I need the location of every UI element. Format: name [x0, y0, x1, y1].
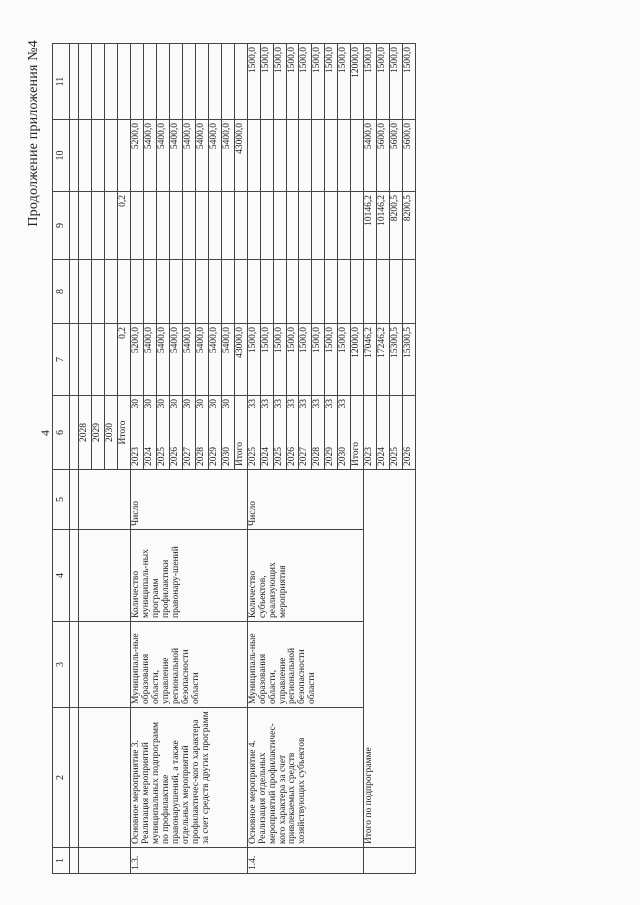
indicator-value: 33 — [312, 399, 323, 409]
continued-name-cell — [79, 708, 131, 848]
year-cell — [312, 396, 325, 470]
indicator-value: 33 — [286, 399, 297, 409]
year-cell — [156, 396, 169, 470]
regional-budget-cell — [169, 192, 182, 260]
year-value: 2024 — [143, 447, 154, 466]
other-sources-cell — [91, 44, 104, 120]
year-cell — [286, 396, 299, 470]
year-cell — [130, 396, 143, 470]
other-sources-cell — [182, 44, 195, 120]
column-number-3: 3 — [53, 622, 70, 708]
indicator-value: 33 — [338, 399, 349, 409]
local-budget-cell — [299, 120, 312, 192]
regional-budget-cell: 10146,2 — [377, 192, 390, 260]
spacer-cell — [70, 44, 79, 120]
column-number-8: 8 — [53, 260, 70, 324]
spacer-cell — [70, 530, 79, 622]
regional-budget-cell: 8200,5 — [403, 192, 416, 260]
regional-budget-cell — [260, 192, 273, 260]
total-amount-cell: 12000,0 — [351, 324, 364, 396]
federal-budget-cell — [104, 260, 117, 324]
local-budget-cell: 5600,0 — [377, 120, 390, 192]
regional-budget-cell — [195, 192, 208, 260]
other-sources-cell: 12000,0 — [351, 44, 364, 120]
federal-budget-cell — [143, 260, 156, 324]
other-sources-cell: 1500,0 — [338, 44, 351, 120]
continued-exec-cell — [79, 622, 131, 708]
spacer-cell — [70, 396, 79, 470]
regional-budget-cell — [130, 192, 143, 260]
year-value: 2025 — [247, 447, 258, 466]
regional-budget-cell — [273, 192, 286, 260]
continued-number-cell — [79, 848, 131, 874]
regional-budget-cell — [234, 192, 247, 260]
indicator-value: 33 — [247, 399, 258, 409]
year-value: 2028 — [312, 447, 323, 466]
other-sources-cell: 1500,0 — [390, 44, 403, 120]
total-amount-cell: 17246,2 — [377, 324, 390, 396]
total-amount-cell — [104, 324, 117, 396]
other-sources-cell — [143, 44, 156, 120]
local-budget-cell: 5400,0 — [195, 120, 208, 192]
continued-unit-cell — [79, 470, 131, 530]
column-number-2: 2 — [53, 708, 70, 848]
column-number-11: 11 — [53, 44, 70, 120]
total-amount-cell: 1500,0 — [260, 324, 273, 396]
federal-budget-cell — [182, 260, 195, 324]
federal-budget-cell — [169, 260, 182, 324]
regional-budget-cell — [338, 192, 351, 260]
year-cell — [169, 396, 182, 470]
local-budget-cell — [351, 120, 364, 192]
total-amount-cell: 15300,5 — [390, 324, 403, 396]
year-value: Итого — [234, 441, 245, 466]
spacer-cell — [70, 192, 79, 260]
spacer-row — [70, 44, 79, 874]
federal-budget-cell — [130, 260, 143, 324]
spacer-cell — [70, 324, 79, 396]
local-budget-cell: 5200,0 — [130, 120, 143, 192]
local-budget-cell: 5600,0 — [390, 120, 403, 192]
federal-budget-cell — [195, 260, 208, 324]
column-number-6: 6 — [53, 396, 70, 470]
total-amount-cell: 5400,0 — [156, 324, 169, 396]
local-budget-cell — [260, 120, 273, 192]
regional-budget-cell — [221, 192, 234, 260]
year-cell: 2028 — [79, 396, 92, 470]
indicator-value: 33 — [260, 399, 271, 409]
year-cell — [208, 396, 221, 470]
federal-budget-cell — [260, 260, 273, 324]
other-sources-cell: 1500,0 — [377, 44, 390, 120]
regional-budget-cell: 8200,5 — [390, 192, 403, 260]
indicator-value: 30 — [156, 399, 167, 409]
year-cell: 2024 — [377, 396, 390, 470]
year-cell — [273, 396, 286, 470]
local-budget-cell — [338, 120, 351, 192]
measure-indicator: Количество муниципаль-ных программ профилактики правонару-шений — [130, 530, 247, 622]
measure-name: Основное мероприятие 3. Реализация мероприятий муниципальных подпрограмм по профилактике правонарушений, а также отдельных мероприятий профилактичес-кого характера за счет средств других программ — [130, 708, 247, 848]
local-budget-cell — [104, 120, 117, 192]
year-cell — [351, 396, 364, 470]
other-sources-cell — [104, 44, 117, 120]
spacer-cell — [70, 848, 79, 874]
local-budget-cell: 5400,0 — [208, 120, 221, 192]
local-budget-cell: 43000,0 — [234, 120, 247, 192]
year-cell — [260, 396, 273, 470]
year-cell: Итого — [117, 396, 130, 470]
other-sources-cell — [169, 44, 182, 120]
total-amount-cell: 1500,0 — [247, 324, 260, 396]
federal-budget-cell — [312, 260, 325, 324]
regional-budget-cell: 10146,2 — [364, 192, 377, 260]
indicator-value: 30 — [221, 399, 232, 409]
year-cell: 2026 — [403, 396, 416, 470]
indicator-value: 30 — [130, 399, 141, 409]
total-amount-cell — [91, 324, 104, 396]
other-sources-cell — [234, 44, 247, 120]
total-amount-cell: 5200,0 — [130, 324, 143, 396]
other-sources-cell — [221, 44, 234, 120]
regional-budget-cell — [247, 192, 260, 260]
column-number-10: 10 — [53, 120, 70, 192]
local-budget-cell — [325, 120, 338, 192]
regional-budget-cell — [325, 192, 338, 260]
column-number-1: 1 — [53, 848, 70, 874]
spacer-cell — [70, 622, 79, 708]
federal-budget-cell — [286, 260, 299, 324]
indicator-value: 30 — [182, 399, 193, 409]
rotated-content — [28, 40, 588, 880]
year-value: 2023 — [130, 447, 141, 466]
regional-budget-cell — [79, 192, 92, 260]
year-value: 2025 — [156, 447, 167, 466]
spacer-cell — [70, 708, 79, 848]
indicator-value: 30 — [143, 399, 154, 409]
year-cell — [221, 396, 234, 470]
year-cell — [299, 396, 312, 470]
other-sources-cell: 1500,0 — [299, 44, 312, 120]
year-value: 2026 — [286, 447, 297, 466]
measure-unit: Число — [130, 470, 247, 530]
total-amount-cell: 17046,2 — [364, 324, 377, 396]
column-number-5: 5 — [53, 470, 70, 530]
column-number-9: 9 — [53, 192, 70, 260]
federal-budget-cell — [156, 260, 169, 324]
total-amount-cell: 1500,0 — [338, 324, 351, 396]
other-sources-cell — [130, 44, 143, 120]
year-cell — [338, 396, 351, 470]
column-number-4: 4 — [53, 530, 70, 622]
measure-indicator: Количество субъектов, реализующих мероприятия — [247, 530, 364, 622]
other-sources-cell: 1500,0 — [312, 44, 325, 120]
year-cell: 2029 — [91, 396, 104, 470]
total-amount-cell: 0,2 — [117, 324, 130, 396]
table-row — [247, 44, 260, 874]
regional-budget-cell — [156, 192, 169, 260]
local-budget-cell: 5400,0 — [143, 120, 156, 192]
federal-budget-cell — [234, 260, 247, 324]
total-amount-cell: 15300,5 — [403, 324, 416, 396]
local-budget-cell: 5400,0 — [182, 120, 195, 192]
appendix-continuation-title: Продолжение приложения №4 — [26, 40, 41, 227]
total-amount-cell: 5400,0 — [169, 324, 182, 396]
indicator-value: 33 — [273, 399, 284, 409]
total-amount-cell: 1500,0 — [325, 324, 338, 396]
other-sources-cell — [156, 44, 169, 120]
regional-budget-cell — [351, 192, 364, 260]
regional-budget-cell — [286, 192, 299, 260]
federal-budget-cell — [325, 260, 338, 324]
other-sources-cell — [117, 44, 130, 120]
subtotal-number-cell — [364, 848, 416, 874]
table-row — [79, 44, 92, 874]
year-value: 2028 — [195, 447, 206, 466]
federal-budget-cell — [273, 260, 286, 324]
local-budget-cell — [312, 120, 325, 192]
other-sources-cell: 1500,0 — [260, 44, 273, 120]
measure-name: Основное мероприятие 4. Реализация отдельных мероприятий профилактичес-кого характера за счет привлекаемых средств хозяйствующих субъектов — [247, 708, 364, 848]
total-amount-cell: 5400,0 — [221, 324, 234, 396]
indicator-value: 30 — [208, 399, 219, 409]
local-budget-cell: 5400,0 — [364, 120, 377, 192]
local-budget-cell — [79, 120, 92, 192]
indicator-value: 30 — [169, 399, 180, 409]
continued-indicator-cell — [79, 530, 131, 622]
federal-budget-cell — [338, 260, 351, 324]
total-amount-cell: 1500,0 — [286, 324, 299, 396]
other-sources-cell — [195, 44, 208, 120]
other-sources-cell: 1500,0 — [247, 44, 260, 120]
year-value: Итого — [351, 441, 362, 466]
spacer-cell — [70, 120, 79, 192]
page-number: 4 — [38, 430, 52, 436]
total-amount-cell: 1500,0 — [312, 324, 325, 396]
local-budget-cell: 5600,0 — [403, 120, 416, 192]
year-value: 2027 — [182, 447, 193, 466]
local-budget-cell: 5400,0 — [169, 120, 182, 192]
table-row — [130, 44, 143, 874]
federal-budget-cell — [79, 260, 92, 324]
year-cell — [325, 396, 338, 470]
year-value: 2029 — [208, 447, 219, 466]
year-value: 2025 — [273, 447, 284, 466]
other-sources-cell: 1500,0 — [286, 44, 299, 120]
year-cell: 2030 — [104, 396, 117, 470]
federal-budget-cell — [221, 260, 234, 324]
federal-budget-cell — [208, 260, 221, 324]
column-number-7: 7 — [53, 324, 70, 396]
year-cell — [234, 396, 247, 470]
local-budget-cell — [286, 120, 299, 192]
federal-budget-cell — [390, 260, 403, 324]
local-budget-cell: 5400,0 — [156, 120, 169, 192]
local-budget-cell — [117, 120, 130, 192]
year-cell: 2023 — [364, 396, 377, 470]
year-value: 2030 — [338, 447, 349, 466]
federal-budget-cell — [377, 260, 390, 324]
regional-budget-cell — [143, 192, 156, 260]
total-amount-cell: 1500,0 — [273, 324, 286, 396]
other-sources-cell: 1500,0 — [364, 44, 377, 120]
local-budget-cell — [91, 120, 104, 192]
federal-budget-cell — [91, 260, 104, 324]
measure-number: 1.3. — [130, 848, 247, 874]
regional-budget-cell: 0,2 — [117, 192, 130, 260]
measure-executor: Муниципаль-ные образования области, управление региональной безопасности области — [247, 622, 364, 708]
year-cell: 2025 — [390, 396, 403, 470]
spacer-cell — [70, 470, 79, 530]
federal-budget-cell — [351, 260, 364, 324]
total-amount-cell: 5400,0 — [182, 324, 195, 396]
total-amount-cell: 5400,0 — [208, 324, 221, 396]
year-value: 2026 — [169, 447, 180, 466]
local-budget-cell — [273, 120, 286, 192]
column-number-row — [53, 44, 70, 874]
subtotal-row — [364, 44, 377, 874]
measure-unit: Число — [247, 470, 364, 530]
other-sources-cell — [208, 44, 221, 120]
local-budget-cell — [247, 120, 260, 192]
regional-budget-cell — [104, 192, 117, 260]
year-value: 2030 — [221, 447, 232, 466]
regional-budget-cell — [299, 192, 312, 260]
federal-budget-cell — [403, 260, 416, 324]
year-value: 2024 — [260, 447, 271, 466]
year-cell — [143, 396, 156, 470]
local-budget-cell: 5400,0 — [221, 120, 234, 192]
total-amount-cell: 5400,0 — [143, 324, 156, 396]
other-sources-cell: 1500,0 — [403, 44, 416, 120]
subtotal-label: Итого по подпрограмме — [364, 470, 416, 848]
total-amount-cell: 43000,0 — [234, 324, 247, 396]
year-value: 2027 — [299, 447, 310, 466]
other-sources-cell: 1500,0 — [273, 44, 286, 120]
measure-number: 1.4. — [247, 848, 364, 874]
indicator-value: 30 — [195, 399, 206, 409]
regional-budget-cell — [312, 192, 325, 260]
federal-budget-cell — [247, 260, 260, 324]
regional-budget-cell — [91, 192, 104, 260]
year-cell — [182, 396, 195, 470]
measure-executor: Муниципаль-ные образования области, управление региональной безопасности области — [130, 622, 247, 708]
spacer-cell — [70, 260, 79, 324]
total-amount-cell: 5400,0 — [195, 324, 208, 396]
indicator-value: 33 — [299, 399, 310, 409]
federal-budget-cell — [299, 260, 312, 324]
year-value: 2029 — [325, 447, 336, 466]
indicator-value: 33 — [325, 399, 336, 409]
federal-budget-cell — [364, 260, 377, 324]
year-cell — [195, 396, 208, 470]
regional-budget-cell — [208, 192, 221, 260]
year-cell — [247, 396, 260, 470]
other-sources-cell — [79, 44, 92, 120]
total-amount-cell — [79, 324, 92, 396]
regional-budget-cell — [182, 192, 195, 260]
budget-table — [52, 43, 416, 874]
other-sources-cell: 1500,0 — [325, 44, 338, 120]
federal-budget-cell — [117, 260, 130, 324]
total-amount-cell: 1500,0 — [299, 324, 312, 396]
